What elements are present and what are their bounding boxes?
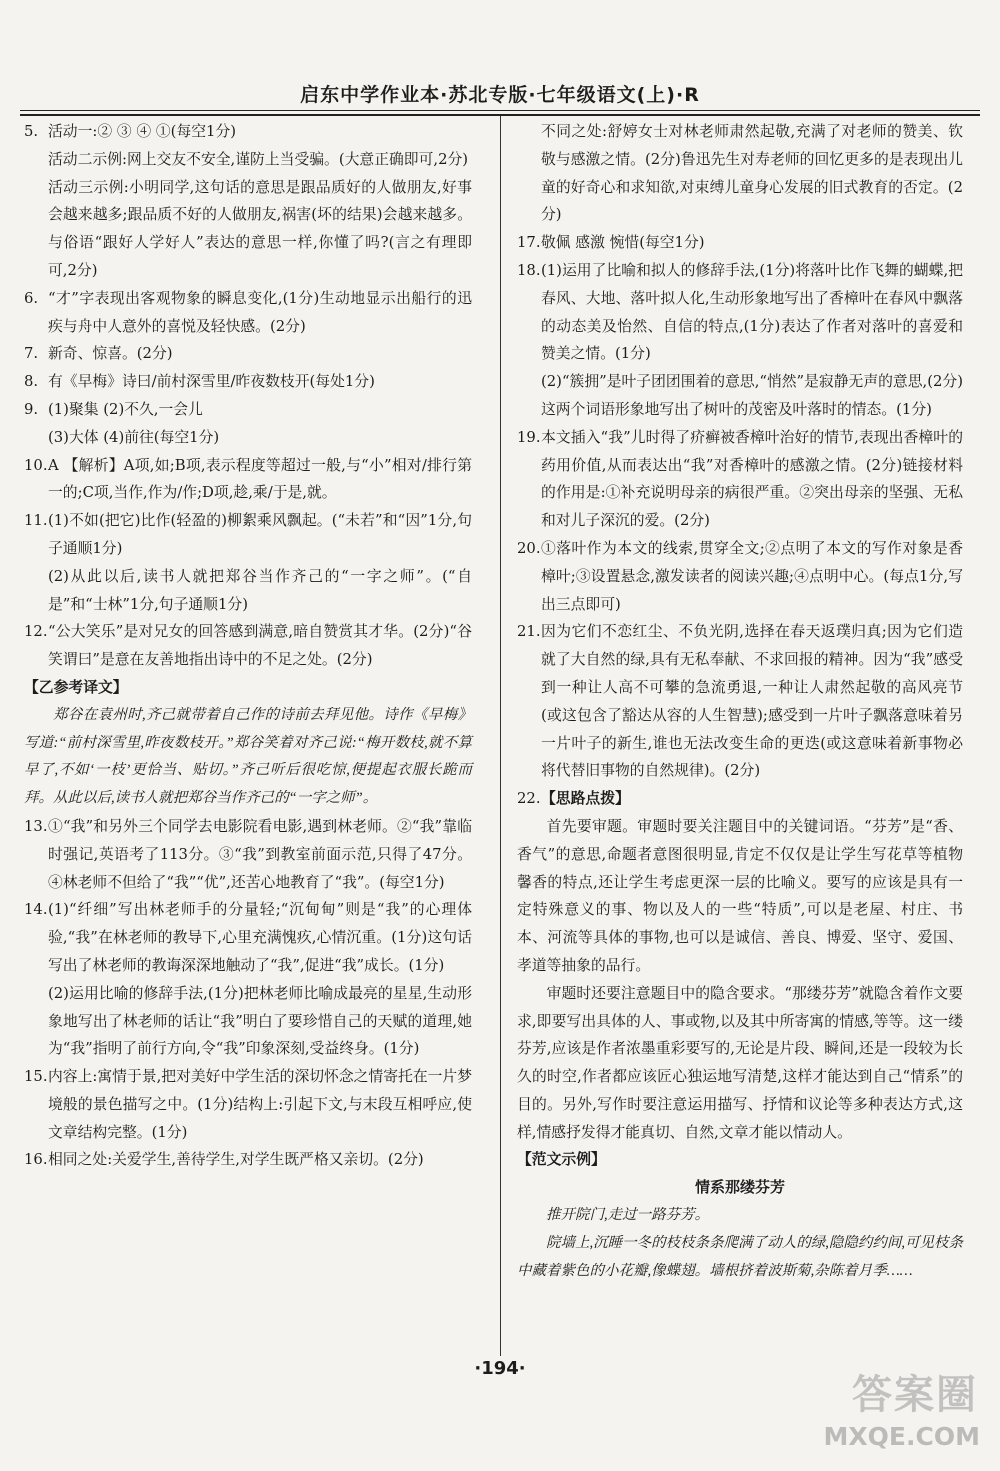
watermark-url: MXQE.COM [823, 1422, 980, 1451]
sample-essay-paragraph-2: 院墙上,沉睡一冬的枝枝条条爬满了动人的绿,隐隐约约间,可见枝条中藏着紫色的小花瓣,像蝶翅。墙根挤着波斯菊,杂陈着月季…… [517, 1234, 963, 1279]
answer-item-10: 10. A 【解析】A项,如;B项,表示程度等超过一般,与“小”相对/排行第一的;C项,当作,作为/作;D项,趁,乘/于是,就。 [24, 456, 472, 502]
sample-essay-title: 情系那缕芬芳 [694, 1178, 785, 1197]
answer-item-5: 5. 活动一:② ③ ④ ①(每空1分) 活动二示例:网上交友不安全,谨防上当受骗。(大意正确即可,2分) 活动三示例:小明同学,这句话的意思是跟品质好的人做朋友,好事会越来越多;跟品质不好的人做朋友,祸害(坏的结果)会越来越多。与俗语“跟好人学好人”表达的意思一样,你懂了吗?(言之有理即可,2分) [24, 123, 472, 279]
thinking-tips-tag: 【思路点拨】 [541, 790, 630, 808]
sample-essay-tag: 【范文示例】 [517, 1151, 606, 1169]
answer-item-22: 22. 【思路点拨】 [517, 785, 963, 813]
answer-item-8: 8. 有《早梅》诗曰/前村深雪里/昨夜数枝开(每处1分) [24, 373, 375, 391]
sample-essay-paragraph-1: 推开院门,走过一路芬芳。 [546, 1207, 710, 1224]
watermark-logo [796, 1357, 986, 1457]
answer-item-13: 13. ①“我”和另外三个同学去电影院看电影,遇到林老师。②“我”靠临时强记,英语考了113分。③“我”到教室前面示范,只得了47分。④林老师不但给了“我”“优”,还苦心地教育了“我”。(每空1分) [24, 817, 472, 891]
answer-item-17: 17. 敬佩 感激 惋惜(每空1分) [517, 234, 705, 252]
translation-tag: 【乙参考译文】 [24, 678, 128, 696]
answer-item-18: 18. (1)运用了比喻和拟人的修辞手法,(1分)将落叶比作飞舞的蝴蝶,把春风、大地、落叶拟人化,生动形象地写出了香樟叶在春风中飘落的动态美及怡然、自信的特点,(1分)表达了作者对落叶的喜爱和赞美之情。(1分) (2)“簇拥”是叶子团团围着的意思,“悄然”是寂静无声的意思,(2分)这两个词语形象地写出了树叶的茂密及叶落时的情态。(1分) [517, 261, 963, 418]
answer-item-16-continued: 不同之处:舒婷女士对林老师肃然起敬,充满了对老师的赞美、钦敬与感激之情。(2分)鲁迅先生对寿老师的回忆更多的是表现出儿童的好奇心和求知欲,对束缚儿童身心发展的旧式教育的否定。(2分) [541, 123, 963, 224]
right-column [517, 118, 963, 1285]
page-number: ·194· [474, 1358, 526, 1379]
header-rule-thin [20, 110, 980, 111]
answer-item-15: 15. 内容上:寓情于景,把对美好中学生活的深切怀念之情寄托在一片梦境般的景色描写之中。(1分)结构上:引起下文,与末段互相呼应,使文章结构完整。(1分) [24, 1068, 473, 1141]
answer-item-11: 11. (1)不如(把它)比作(轻盈的)柳絮乘风飘起。(“未若”和“因”1分,句子通顺1分) (2)从此以后,读书人就把郑谷当作齐己的“一字之师”。(“自是”和“士林”1分,句子通顺1分) [24, 512, 472, 613]
translation-text: 郑谷在袁州时,齐己就带着自己作的诗前去拜见他。诗作《早梅》写道:“前村深雪里,昨夜数枝开。”郑谷笑着对齐己说:“梅开数枝,就不算早了,不如‘一枝’更恰当、贴切。”齐己听后很吃惊,便提起衣服长跪而拜。从此以后,读书人就把郑谷当作齐己的“一字之师”。 [24, 706, 472, 807]
answer-item-6: 6. “才”字表现出客观物象的瞬息变化,(1分)生动地显示出船行的迅疾与舟中人意外的喜悦及轻快感。(2分) [24, 289, 472, 335]
header-title: 启东中学作业本·苏北专版·七年级语文(上)·R [300, 83, 700, 106]
answer-item-20: 20. ①落叶作为本文的线索,贯穿全文;②点明了本文的写作对象是香樟叶;③设置悬念,激发读者的阅读兴趣;④点明中心。(每点1分,写出三点即可) [517, 539, 963, 613]
answer-item-16: 16. 相同之处:关爱学生,善待学生,对学生既严格又亲切。(2分) [24, 1151, 424, 1169]
page-header [20, 78, 980, 108]
tips-paragraph-1: 首先要审题。审题时要关注题目中的关键词语。“芬芳”是“香、香气”的意思,命题者意图很明显,肯定不仅仅是让学生写花草等植物馨香的特点,还让学生考虑更深一层的比喻义。要写的应该是具有一定特殊意义的事、物以及人的一些“特质”,可以是老屋、村庄、书本、河流等具体的事物,也可以是诚信、善良、博爱、坚守、爱国、孝道等抽象的品行。 [517, 817, 963, 974]
answer-item-7: 7. 新奇、惊喜。(2分) [24, 345, 173, 363]
answer-item-12: 12. “公大笑乐”是对兄女的回答感到满意,暗自赞赏其才华。(2分)“谷笑谓曰”是意在友善地指出诗中的不足之处。(2分) [24, 623, 472, 669]
tips-paragraph-2: 审题时还要注意题目中的隐含要求。“那缕芬芳”就隐含着作文要求,即要写出具体的人、事或物,以及其中所寄寓的情感,等等。这一缕芬芳,应该是作者浓墨重彩要写的,无论是片段、瞬间,还是一段较为长久的时空,作者都应该匠心独运地写清楚,这样才能达到自己“情系”的目的。另外,写作时要注意运用描写、抒情和议论等多种表达方式,这样,情感抒发得才能真切、自然,文章才能以情动人。 [517, 984, 963, 1141]
answer-item-14: 14. (1)“纤细”写出林老师手的分量轻;“沉甸甸”则是“我”的心理体验,“我”在林老师的教导下,心里充满愧疚,心情沉重。(1分)这句话写出了林老师的教诲深深地触动了“我”,促进“我”成长。(1分) (2)运用比喻的修辞手法,(1分)把林老师比喻成最亮的星星,生动形象地写出了林老师的话让“我”明白了要珍惜自己的天赋的道理,她为“我”指明了前行方向,令“我”印象深刻,受益终身。(1分) [24, 901, 472, 1058]
left-column [24, 118, 472, 1174]
watermark-text: 答案圈 [852, 1372, 978, 1418]
answer-item-19: 19. 本文插入“我”儿时得了疥癣被香樟叶治好的情节,表现出香樟叶的药用价值,从而表达出“我”对香樟叶的感激之情。(2分)链接材料的作用是:①补充说明母亲的病很严重。②突出母亲的坚强、无私和对儿子深沉的爱。(2分) [517, 428, 963, 530]
column-divider [500, 116, 501, 1356]
answer-item-21: 21. 因为它们不恋红尘、不负光阴,选择在春天返璞归真;因为它们造就了大自然的绿,具有无私奉献、不求回报的精神。因为“我”感受到一种让人高不可攀的急流勇退,一种让人肃然起敬的高风亮节(或这包含了豁达从容的人生智慧);感受到一片叶子飘落意味着另一片叶子的新生,谁也无法改变生命的更迭(或这意味着新事物必将代替旧事物的自然规律)。(2分) [517, 623, 963, 780]
answer-item-9: 9. (1)聚集 (2)不久,一会儿 (3)大体 (4)前往(每空1分) [24, 400, 220, 446]
